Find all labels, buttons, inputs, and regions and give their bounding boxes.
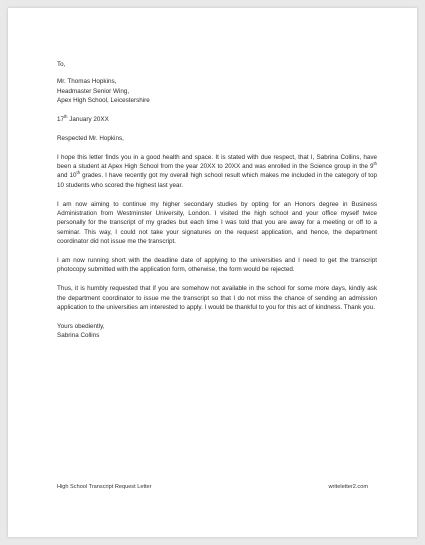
- greeting: Respected Mr. Hopkins,: [57, 134, 124, 142]
- paragraph-1: I hope this letter finds you in a good health and space. It is stated with due respect, that I, Sabrina Collins, have been a student at Apex High School from the year 20XX to 20XX and was enrolled in the Science group in the 9th and 10th grades. I have recently got my overall high school result which makes me included in the category of top 10 students who scored the highest last year.: [57, 153, 377, 189]
- recipient-school: Apex High School, Leicestershire: [57, 97, 150, 105]
- salutation-to: To,: [57, 61, 66, 68]
- recipient-name: Mr. Thomas Hopkins,: [57, 78, 117, 86]
- document-page: [8, 8, 417, 537]
- footer-site: writeletter2.com: [328, 484, 368, 490]
- letter-body: [57, 60, 377, 341]
- paragraph-3: I am now running short with the deadline date of applying to the universities and I need to get the transcript photocopy submitted with the application form, otherwise, the form would be rejected.: [57, 257, 377, 274]
- page-footer: [57, 484, 368, 490]
- paragraph-2: I am now aiming to continue my higher secondary studies by opting for an Honors degree in Business Administration from Westminster University, London. I visited the high school and your office myself twice personally for the transcript of my grades but each time I was told that you are away for a meeting or off to a seminar. This way, I could not take your signatures on the request application, and hence, the department coordinator did not issue me the transcript.: [57, 200, 377, 246]
- signature: Sabrina Collins: [57, 332, 100, 340]
- paragraph-4: Thus, it is humbly requested that if you are somehow not available in the school for some more days, kindly ask the department coordinator to issue me the transcript so that I do not miss the chance of sending an admission application to the universities am interested to apply. I would be thankful to you for this act of kindness. Thank you.: [57, 285, 377, 312]
- letter-date: 17th January 20XX: [57, 113, 109, 124]
- recipient-title: Headmaster Senior Wing,: [57, 87, 130, 95]
- closing: Yours obediently,: [57, 322, 105, 330]
- footer-title: High School Transcript Request Letter: [57, 484, 152, 490]
